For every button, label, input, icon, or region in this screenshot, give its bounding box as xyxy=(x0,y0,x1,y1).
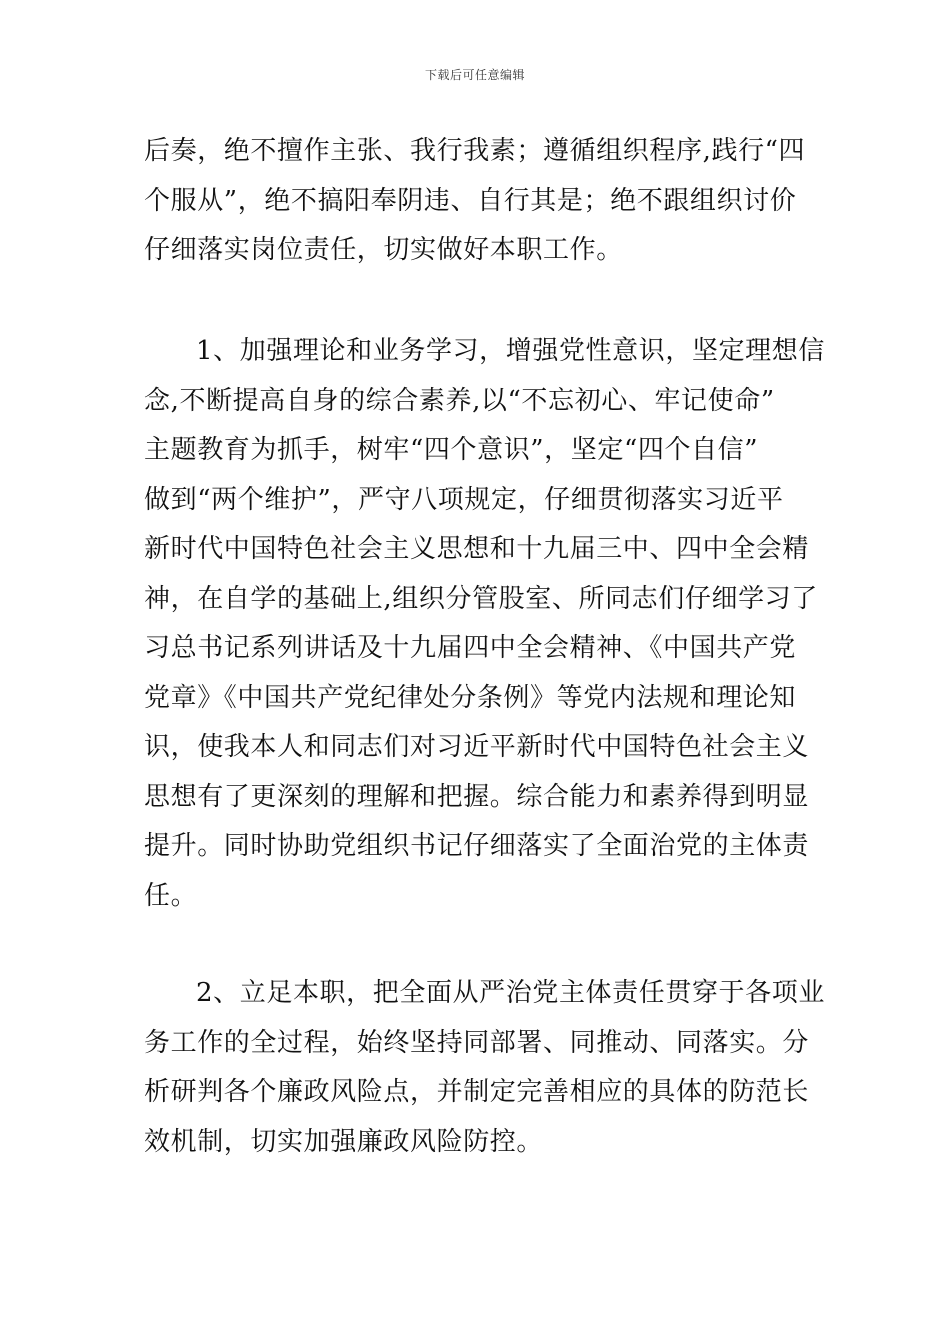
text-line: 主题教育为抓手，树牢“四个意识”，坚定“四个自信” xyxy=(144,435,759,465)
paragraph-continuation xyxy=(144,127,806,276)
text-line: 后奏，绝不擅作主张、我行我素；遵循组织程序,践行“四 xyxy=(144,136,806,166)
text-line: 效机制，切实加强廉政风险防控。 xyxy=(144,1126,544,1157)
text-line: 2、立足本职，把全面从严治党主体责任贯穿于各项业 xyxy=(196,978,825,1008)
text-line: 任。 xyxy=(144,880,198,911)
paragraph-item-2 xyxy=(144,969,825,1167)
text-line: 识，使我本人和同志们对习近平新时代中国特色社会主义 xyxy=(144,732,810,762)
text-line: 仔细落实岗位责任，切实做好本职工作。 xyxy=(144,235,623,265)
text-line: 提升。同时协助党组织书记仔细落实了全面治党的主体责 xyxy=(144,831,810,861)
text-line: 新时代中国特色社会主义思想和十九届三中、四中全会精 xyxy=(144,534,810,564)
header-note: 下载后可任意编辑 xyxy=(424,68,525,82)
text-line: 务工作的全过程，始终坚持同部署、同推动、同落实。分 xyxy=(144,1027,810,1058)
text-line: 党章》《中国共产党纪律处分条例》等党内法规和理论知 xyxy=(144,682,797,713)
paragraph-item-1 xyxy=(144,327,825,921)
text-line: 1、加强理论和业务学习，增强党性意识，坚定理想信 xyxy=(196,336,825,366)
text-line: 做到“两个维护”，严守八项规定，仔细贯彻落实习近平 xyxy=(144,484,784,515)
text-line: 析研判各个廉政风险点，并制定完善相应的具体的防范长 xyxy=(144,1077,810,1107)
text-line: 神，在自学的基础上,组织分管股室、所同志们仔细学习了 xyxy=(144,583,818,614)
text-line: 思想有了更深刻的理解和把握。综合能力和素养得到明显 xyxy=(144,781,810,812)
text-line: 习总书记系列讲话及十九届四中全会精神、《中国共产党 xyxy=(144,633,797,663)
text-line: 个服从”，绝不搞阳奉阴违、自行其是；绝不跟组织讨价 xyxy=(144,185,797,216)
text-line: 念,不断提高自身的综合素养,以“不忘初心、牢记使命” xyxy=(144,385,775,416)
